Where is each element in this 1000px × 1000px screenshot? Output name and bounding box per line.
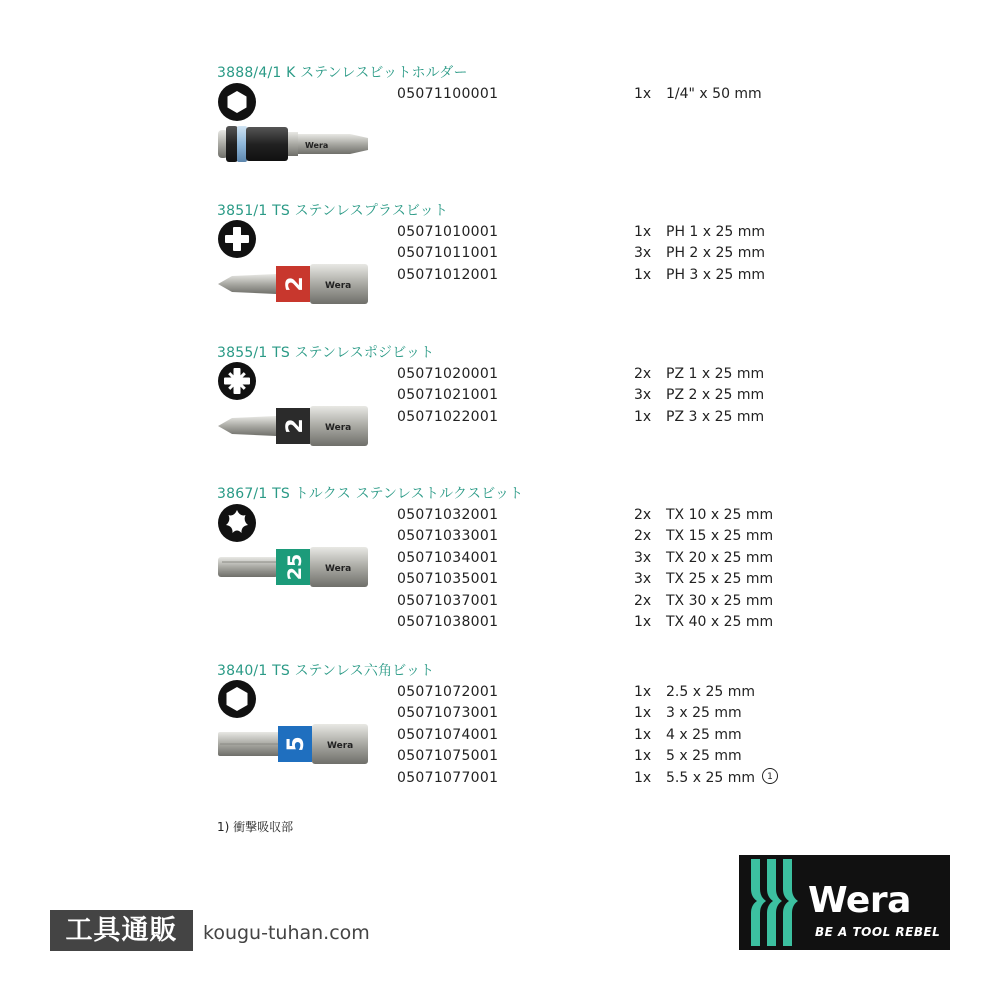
quantity: 1x	[634, 408, 652, 425]
size: 4 x 25 mm	[666, 726, 742, 743]
article-number: 05071032001	[397, 507, 499, 523]
size: TX 20 x 25 mm	[666, 549, 774, 566]
size: PH 3 x 25 mm	[666, 266, 766, 283]
article-number: 05071020001	[397, 366, 499, 382]
article-number: 05071075001	[397, 748, 499, 765]
shop-badge: 工具通販	[50, 910, 193, 951]
bit-brand-label: Wera	[305, 141, 329, 150]
quantity: 1x	[634, 613, 652, 630]
article-number: 05071074001	[397, 726, 499, 743]
size: PH 2 x 25 mm	[666, 245, 766, 262]
article-number: 05071022001	[397, 408, 499, 425]
article-number: 05071012001	[397, 266, 499, 283]
quantity: 3x	[634, 571, 652, 588]
quantity: 1x	[634, 684, 652, 700]
bit-brand-label: Wera	[327, 741, 354, 751]
bit-brand-label: Wera	[325, 423, 352, 433]
size: TX 15 x 25 mm	[666, 528, 774, 545]
quantity: 1x	[634, 266, 652, 283]
shop-url[interactable]: kougu-tuhan.com	[203, 922, 370, 944]
quantity: 2x	[634, 528, 652, 545]
article-number: 05071077001	[397, 769, 499, 786]
list-item	[0, 612, 1000, 633]
list-item	[0, 505, 1000, 526]
bit-brand-label: Wera	[325, 281, 352, 291]
size: PZ 3 x 25 mm	[666, 408, 765, 425]
list-item	[0, 591, 1000, 612]
item-list	[0, 222, 1000, 286]
item-list	[0, 505, 1000, 633]
list-item	[0, 265, 1000, 286]
article-number: 05071021001	[397, 387, 499, 404]
list-item	[0, 569, 1000, 590]
item-list	[0, 682, 1000, 789]
list-item	[0, 768, 1000, 789]
article-number: 05071037001	[397, 592, 499, 609]
article-number: 05071073001	[397, 705, 499, 722]
list-item	[0, 682, 1000, 703]
band-size-label: 2	[283, 418, 308, 434]
group-title: 3851/1 TS ステンレスプラスビット	[217, 203, 449, 219]
item-list	[0, 84, 1000, 105]
quantity: 3x	[634, 387, 652, 404]
size: TX 10 x 25 mm	[666, 507, 774, 523]
list-item	[0, 407, 1000, 428]
list-item	[0, 725, 1000, 746]
band-size-label: 5	[284, 736, 309, 752]
list-item	[0, 703, 1000, 724]
list-item	[0, 243, 1000, 264]
quantity: 1x	[634, 705, 652, 722]
size: 1/4" x 50 mm	[666, 86, 762, 102]
group-title: 3855/1 TS ステンレスポジビット	[217, 345, 435, 361]
size: 2.5 x 25 mm	[666, 684, 755, 700]
quantity: 1x	[634, 769, 652, 786]
quantity: 3x	[634, 245, 652, 262]
list-item	[0, 746, 1000, 767]
wera-wordmark: Wera	[808, 880, 911, 921]
quantity: 1x	[634, 86, 652, 102]
size	[666, 768, 778, 789]
article-number: 05071011001	[397, 245, 499, 262]
list-item	[0, 526, 1000, 547]
article-number: 05071035001	[397, 571, 499, 588]
quantity: 1x	[634, 748, 652, 765]
size: TX 40 x 25 mm	[666, 613, 774, 630]
item-list	[0, 364, 1000, 428]
group-title: 3840/1 TS ステンレス六角ビット	[217, 663, 435, 679]
quantity: 2x	[634, 366, 652, 382]
list-item	[0, 364, 1000, 385]
article-number: 05071010001	[397, 224, 499, 240]
band-size-label: 2	[283, 276, 308, 292]
list-item	[0, 222, 1000, 243]
size: TX 25 x 25 mm	[666, 571, 774, 588]
quantity: 1x	[634, 726, 652, 743]
band-size-label: 25	[284, 553, 306, 581]
article-number: 05071038001	[397, 613, 499, 630]
size-value: 5.5 x 25 mm	[666, 769, 755, 786]
footnote: 1) 衝撃吸収部	[217, 820, 294, 834]
size: PZ 2 x 25 mm	[666, 387, 765, 404]
size: TX 30 x 25 mm	[666, 592, 774, 609]
size: 3 x 25 mm	[666, 705, 742, 722]
group-title: 3867/1 TS トルクス ステンレストルクスビット	[217, 486, 524, 502]
list-item	[0, 548, 1000, 569]
article-number: 05071034001	[397, 549, 499, 566]
list-item	[0, 385, 1000, 406]
bit-holder-image	[218, 122, 370, 166]
size: PZ 1 x 25 mm	[666, 366, 765, 382]
size: 5 x 25 mm	[666, 748, 742, 765]
quantity: 2x	[634, 592, 652, 609]
quantity: 3x	[634, 549, 652, 566]
wera-stripes-icon	[745, 855, 815, 950]
group-title: 3888/4/1 K ステンレスビットホルダー	[217, 65, 468, 81]
quantity: 2x	[634, 507, 652, 523]
list-item	[0, 84, 1000, 105]
wera-slogan: BE A TOOL REBEL	[815, 925, 941, 939]
quantity: 1x	[634, 224, 652, 240]
bit-brand-label: Wera	[325, 564, 352, 574]
article-number: 05071100001	[397, 86, 499, 102]
footnote-marker: 1	[762, 768, 778, 784]
size: PH 1 x 25 mm	[666, 224, 766, 240]
article-number: 05071033001	[397, 528, 499, 545]
article-number: 05071072001	[397, 684, 499, 700]
